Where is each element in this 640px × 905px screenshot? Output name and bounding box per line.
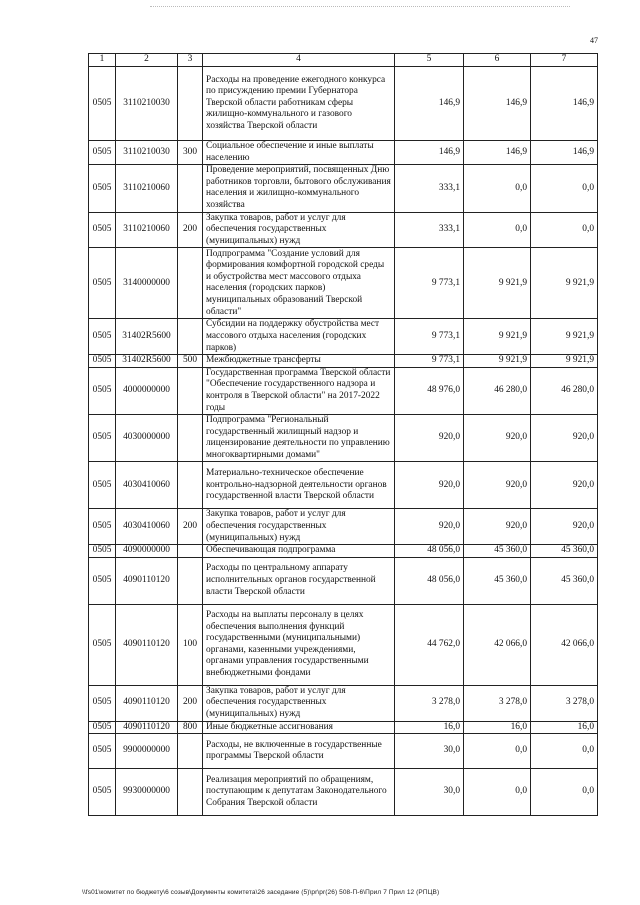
table-row	[89, 355, 598, 368]
value-2021-cell: 9 921,9	[464, 319, 531, 355]
value-2021-cell: 0,0	[464, 734, 531, 769]
value-2022-cell: 146,9	[531, 141, 598, 165]
razdel-cell: 0505	[89, 319, 116, 355]
value-2022-cell: 46 280,0	[531, 367, 598, 414]
name-cell: Реализация мероприятий по обращениям, поступающим к депутатам Законодательного Собрания Тверской области	[203, 769, 395, 816]
table-row	[89, 67, 598, 141]
table-row	[89, 557, 598, 604]
value-2021-cell: 3 278,0	[464, 685, 531, 721]
razdel-cell: 0505	[89, 367, 116, 414]
value-2020-cell: 48 976,0	[395, 367, 464, 414]
value-2020-cell: 3 278,0	[395, 685, 464, 721]
csr-cell: 4090110120	[116, 604, 178, 685]
table-row	[89, 509, 598, 545]
value-2022-cell: 3 278,0	[531, 685, 598, 721]
value-2020-cell: 146,9	[395, 141, 464, 165]
value-2021-cell: 146,9	[464, 67, 531, 141]
razdel-cell: 0505	[89, 415, 116, 462]
csr-cell: 9900000000	[116, 734, 178, 769]
table-row	[89, 604, 598, 685]
razdel-cell: 0505	[89, 557, 116, 604]
value-2020-cell: 9 773,1	[395, 248, 464, 319]
value-2022-cell: 42 066,0	[531, 604, 598, 685]
value-2021-cell: 46 280,0	[464, 367, 531, 414]
vr-cell: 800	[178, 721, 203, 734]
value-2022-cell: 0,0	[531, 165, 598, 212]
name-cell: Межбюджетные трансферты	[203, 355, 395, 368]
header-col-2: 2	[116, 54, 178, 67]
razdel-cell: 0505	[89, 721, 116, 734]
razdel-cell: 0505	[89, 769, 116, 816]
table-row	[89, 462, 598, 509]
vr-cell: 200	[178, 509, 203, 545]
value-2021-cell: 45 360,0	[464, 557, 531, 604]
name-cell: Иные бюджетные ассигнования	[203, 721, 395, 734]
razdel-cell: 0505	[89, 67, 116, 141]
value-2022-cell: 0,0	[531, 212, 598, 248]
value-2022-cell: 16,0	[531, 721, 598, 734]
name-cell: Расходы по центральному аппарату исполнительных органов государственной власти Тверской области	[203, 557, 395, 604]
name-cell: Социальное обеспечение и иные выплаты населению	[203, 141, 395, 165]
razdel-cell: 0505	[89, 545, 116, 558]
value-2022-cell: 920,0	[531, 415, 598, 462]
scan-marks	[150, 6, 570, 11]
value-2021-cell: 0,0	[464, 769, 531, 816]
vr-cell	[178, 734, 203, 769]
value-2022-cell: 146,9	[531, 67, 598, 141]
value-2020-cell: 44 762,0	[395, 604, 464, 685]
table-row	[89, 248, 598, 319]
header-col-7: 7	[531, 54, 598, 67]
value-2020-cell: 30,0	[395, 769, 464, 816]
value-2021-cell: 9 921,9	[464, 355, 531, 368]
value-2020-cell: 920,0	[395, 509, 464, 545]
value-2021-cell: 920,0	[464, 415, 531, 462]
vr-cell	[178, 415, 203, 462]
value-2020-cell: 146,9	[395, 67, 464, 141]
razdel-cell: 0505	[89, 462, 116, 509]
csr-cell: 3110210030	[116, 67, 178, 141]
value-2022-cell: 9 921,9	[531, 355, 598, 368]
table-row	[89, 415, 598, 462]
value-2022-cell: 0,0	[531, 734, 598, 769]
file-path-footer: \\fs01\комитет по бюджету\6 созыв\Документы комитета\26 заседание (5)\pr\pr(26) 508-П-6\Прил 7 Прил 12 (РПЦВ)	[82, 889, 440, 896]
header-col-3: 3	[178, 54, 203, 67]
vr-cell: 100	[178, 604, 203, 685]
header-col-1: 1	[89, 54, 116, 67]
value-2020-cell: 333,1	[395, 212, 464, 248]
csr-cell: 4090110120	[116, 721, 178, 734]
name-cell: Субсидии на поддержку обустройства мест массового отдыха населения (городских парков)	[203, 319, 395, 355]
value-2021-cell: 0,0	[464, 165, 531, 212]
header-col-4: 4	[203, 54, 395, 67]
table-row	[89, 721, 598, 734]
vr-cell	[178, 67, 203, 141]
value-2021-cell: 920,0	[464, 509, 531, 545]
csr-cell: 4090110120	[116, 557, 178, 604]
value-2021-cell: 42 066,0	[464, 604, 531, 685]
csr-cell: 31402R5600	[116, 355, 178, 368]
value-2020-cell: 30,0	[395, 734, 464, 769]
value-2022-cell: 45 360,0	[531, 545, 598, 558]
table-row	[89, 367, 598, 414]
value-2022-cell: 0,0	[531, 769, 598, 816]
header-col-6: 6	[464, 54, 531, 67]
value-2020-cell: 9 773,1	[395, 319, 464, 355]
razdel-cell: 0505	[89, 248, 116, 319]
table-row	[89, 545, 598, 558]
csr-cell: 3110210060	[116, 165, 178, 212]
razdel-cell: 0505	[89, 734, 116, 769]
value-2021-cell: 16,0	[464, 721, 531, 734]
table-header-row	[89, 54, 598, 67]
name-cell: Подпрограмма "Создание условий для формирования комфортной городской среды и обустройства мест массового отдыха населения (городских парков) муниципальных образований Тверской области"	[203, 248, 395, 319]
vr-cell: 200	[178, 685, 203, 721]
budget-table	[88, 53, 598, 816]
value-2020-cell: 48 056,0	[395, 545, 464, 558]
name-cell: Закупка товаров, работ и услуг для обеспечения государственных (муниципальных) нужд	[203, 509, 395, 545]
value-2020-cell: 16,0	[395, 721, 464, 734]
value-2020-cell: 920,0	[395, 462, 464, 509]
vr-cell: 300	[178, 141, 203, 165]
vr-cell	[178, 462, 203, 509]
razdel-cell: 0505	[89, 509, 116, 545]
value-2022-cell: 9 921,9	[531, 319, 598, 355]
vr-cell	[178, 769, 203, 816]
csr-cell: 31402R5600	[116, 319, 178, 355]
name-cell: Государственная программа Тверской области "Обеспечение государственного надзора и контроля в Тверской области" на 2017-2022 годы	[203, 367, 395, 414]
value-2022-cell: 45 360,0	[531, 557, 598, 604]
csr-cell: 3110210060	[116, 212, 178, 248]
value-2022-cell: 9 921,9	[531, 248, 598, 319]
value-2021-cell: 9 921,9	[464, 248, 531, 319]
csr-cell: 4090110120	[116, 685, 178, 721]
csr-cell: 3110210030	[116, 141, 178, 165]
razdel-cell: 0505	[89, 165, 116, 212]
table-row	[89, 769, 598, 816]
vr-cell	[178, 319, 203, 355]
value-2020-cell: 920,0	[395, 415, 464, 462]
csr-cell: 4090000000	[116, 545, 178, 558]
csr-cell: 4030410060	[116, 462, 178, 509]
csr-cell: 4030410060	[116, 509, 178, 545]
value-2020-cell: 48 056,0	[395, 557, 464, 604]
table-row	[89, 165, 598, 212]
value-2020-cell: 9 773,1	[395, 355, 464, 368]
vr-cell: 500	[178, 355, 203, 368]
razdel-cell: 0505	[89, 212, 116, 248]
table-row	[89, 734, 598, 769]
name-cell: Проведение мероприятий, посвященных Дню работников торговли, бытового обслуживания населения и жилищно-коммунального хозяйства	[203, 165, 395, 212]
table-row	[89, 212, 598, 248]
vr-cell	[178, 367, 203, 414]
name-cell: Расходы на выплаты персоналу в целях обеспечения выполнения функций государственными (муниципальными) органами, казенными учреждениями, органами управления государственными внебюджетными фондами	[203, 604, 395, 685]
vr-cell: 200	[178, 212, 203, 248]
name-cell: Подпрограмма "Региональный государственный жилищный надзор и лицензирование деятельности по управлению многоквартирными домами"	[203, 415, 395, 462]
vr-cell	[178, 248, 203, 319]
name-cell: Закупка товаров, работ и услуг для обеспечения государственных (муниципальных) нужд	[203, 685, 395, 721]
csr-cell: 4000000000	[116, 367, 178, 414]
vr-cell	[178, 545, 203, 558]
razdel-cell: 0505	[89, 141, 116, 165]
table-row	[89, 685, 598, 721]
razdel-cell: 0505	[89, 604, 116, 685]
value-2021-cell: 920,0	[464, 462, 531, 509]
value-2022-cell: 920,0	[531, 509, 598, 545]
value-2021-cell: 0,0	[464, 212, 531, 248]
table-row	[89, 319, 598, 355]
name-cell: Обеспечивающая подпрограмма	[203, 545, 395, 558]
value-2022-cell: 920,0	[531, 462, 598, 509]
razdel-cell: 0505	[89, 355, 116, 368]
name-cell: Расходы, не включенные в государственные программы Тверской области	[203, 734, 395, 769]
name-cell: Закупка товаров, работ и услуг для обеспечения государственных (муниципальных) нужд	[203, 212, 395, 248]
razdel-cell: 0505	[89, 685, 116, 721]
name-cell: Расходы на проведение ежегодного конкурса по присуждению премии Губернатора Тверской области работникам сферы жилищно-коммунального и газового хозяйства Тверской области	[203, 67, 395, 141]
value-2021-cell: 45 360,0	[464, 545, 531, 558]
csr-cell: 4030000000	[116, 415, 178, 462]
table-row	[89, 141, 598, 165]
value-2021-cell: 146,9	[464, 141, 531, 165]
name-cell: Материально-техническое обеспечение контрольно-надзорной деятельности органов государственной власти Тверской области	[203, 462, 395, 509]
vr-cell	[178, 557, 203, 604]
page-number: 47	[590, 36, 598, 45]
header-col-5: 5	[395, 54, 464, 67]
csr-cell: 3140000000	[116, 248, 178, 319]
csr-cell: 9930000000	[116, 769, 178, 816]
value-2020-cell: 333,1	[395, 165, 464, 212]
vr-cell	[178, 165, 203, 212]
